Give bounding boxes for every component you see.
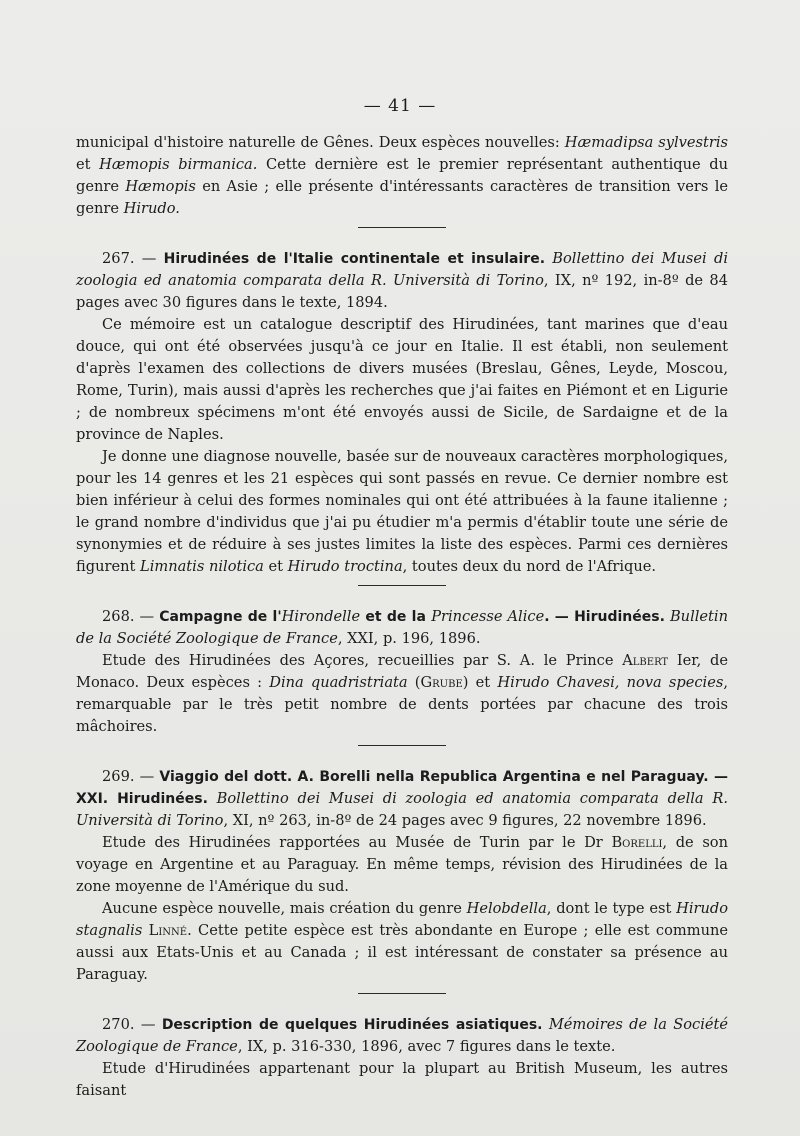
entry-269-p1-b: Borelli (611, 834, 663, 851)
section-divider (358, 227, 446, 228)
entry-270-number: 270. — (102, 1016, 162, 1033)
entry-268-title-2: et de la (360, 609, 432, 625)
entry-270-journal: Mémoires de la Société Zoologique de France (76, 1016, 729, 1055)
entry-269-p2-b: Helobdella (466, 900, 547, 917)
page-number: — 41 — (363, 96, 437, 116)
entry-269-p2-c: , dont le type est (546, 900, 677, 917)
intro-text-2: et (76, 156, 100, 173)
entry-269-citation: , XI, nº 263, in-8º de 24 pages avec 9 figures, 22 novembre 1896. (223, 812, 707, 829)
entry-267-citation: , IX, nº 192, in-8º de 84 pages avec 30 figures dans le texte, 1894. (76, 272, 728, 311)
entry-270-citation: , IX, p. 316-330, 1896, avec 7 figures dans le texte. (237, 1038, 616, 1055)
section-divider (358, 585, 446, 586)
entry-270-title: Description de quelques Hirudinées asiatiques. (161, 1017, 543, 1033)
entry-270-paragraph-1: Etude d'Hirudinées appartenant pour la plupart au British Museum, les autres faisant (76, 1060, 728, 1099)
entry-268-ship-1: Hirondelle (281, 608, 361, 625)
entry-267-species-1: Limnatis nilotica (140, 558, 264, 575)
entry-270-heading (76, 1014, 728, 1058)
intro-genus-1: Hæmopis (125, 178, 196, 195)
entry-268-p1-a: Etude des Hirudinées des Açores, recueillies par S. A. le Prince (102, 652, 623, 669)
entry-269-p2-f: Linné (148, 922, 188, 939)
entry-268-title-1: Campagne de l' (159, 609, 282, 625)
entry-267-p2-text-2: et (263, 558, 288, 575)
intro-text-1: municipal d'histoire naturelle de Gênes. Deux espèces nouvelles: (76, 134, 565, 151)
entry-269-title: Viaggio del dott. A. Borelli nella Republica Argentina e nel Paraguay. — XXI. Hirudinées. (76, 769, 728, 807)
section-divider (358, 993, 446, 994)
entry-268-paragraph-1 (76, 650, 728, 738)
intro-paragraph (76, 132, 728, 220)
entry-268 (76, 606, 728, 738)
entry-269-p2-a: Aucune espèce nouvelle, mais création du genre (102, 900, 467, 917)
entry-267-heading (76, 248, 728, 314)
entry-269-p1-c: , de son voyage en Argentine et au Paraguay. En même temps, révision des Hirudinées de la zone moyenne de l'Amérique du sud. (76, 834, 728, 895)
intro-species-1: Hæmadipsa sylvestris (564, 134, 728, 151)
entry-268-p1-b: Albert (622, 652, 669, 669)
entry-268-p1-d: Dina quadristriata (269, 674, 408, 691)
entry-269-journal: Bollettino dei Musei di zoologia ed anatomia comparata della R. Università di Torino (76, 790, 729, 829)
entry-269-p2-g: . Cette petite espèce est très abondante en Europe ; elle est commune aussi aux Etats-Unis et au Canada ; il est intéressant de constater sa présence au Paraguay. (76, 922, 728, 983)
entry-267-species-2: Hirudo troctina (287, 558, 403, 575)
entry-268-journal: Bulletin de la Société Zoologique de France (76, 608, 728, 647)
entry-268-p1-h: Hirudo Chavesi, nova species (497, 674, 724, 691)
entry-269-paragraph-1 (76, 832, 728, 898)
entry-269-p2-d: Hirudo stagnalis (76, 900, 729, 939)
intro-text-4: en Asie ; elle présente d'intéressants caractères de transition vers le genre (76, 178, 728, 217)
entry-268-citation: , XXI, p. 196, 1896. (337, 630, 481, 647)
page-body (76, 132, 728, 1102)
entry-268-title-3: . — Hirudinées. (544, 609, 665, 625)
entry-267-p2-text-3: , toutes deux du nord de l'Afrique. (402, 558, 657, 575)
intro-text-3: Cette dernière est le premier représentant authentique du genre (76, 156, 729, 195)
entry-269-p1-a: Etude des Hirudinées rapportées au Musée de Turin par le Dr (102, 834, 612, 851)
entry-267-title: Hirudinées de l'Italie continentale et insulaire. (163, 251, 546, 267)
entry-267 (76, 248, 728, 578)
section-divider (358, 745, 446, 746)
entry-268-p1-g: ) et (462, 674, 498, 691)
intro-genus-2: Hirudo. (123, 200, 180, 217)
entry-268-p1-c: Ier, de Monaco. Deux espèces : (76, 652, 728, 691)
entry-268-ship-2: Princesse Alice (431, 608, 545, 625)
entry-269 (76, 766, 728, 986)
entry-268-p1-f: Grube (420, 674, 463, 691)
entry-267-paragraph-2 (76, 446, 728, 578)
entry-268-number: 268. — (102, 608, 160, 625)
entry-269-paragraph-2 (76, 898, 728, 986)
entry-267-number: 267. — (102, 250, 164, 267)
entry-267-journal: Bollettino dei Musei di zoologia ed anatomia comparata della R. Università di Torino (76, 250, 728, 289)
entry-269-heading (76, 766, 728, 832)
entry-269-number: 269. — (102, 768, 160, 785)
entry-270 (76, 1014, 728, 1102)
entry-268-heading (76, 606, 728, 650)
entry-268-p1-e: ( (407, 674, 421, 691)
entry-267-p2-text-1: Je donne une diagnose nouvelle, basée sur de nouveaux caractères morphologiques, pour les 14 genres et les 21 espèces qui sont passés en revue. Ce dernier nombre est bien inférieur à celui des formes nominales qui ont été attribuées à la faune italienne ; le grand nombre d'individus que j'ai pu étudier m'a permis d'établir toute une série de synonymies et de réduire à ses justes limites la liste des espèces. Parmi ces dernières figurent (76, 448, 728, 575)
entry-268-p1-i: , remarquable par le très petit nombre de dents portées par chacune des trois mâchoires. (76, 674, 728, 735)
entry-267-paragraph-1: Ce mémoire est un catalogue descriptif des Hirudinées, tant marines que d'eau douce, qui ont été observées jusqu'à ce jour en Italie. Il est établi, non seulement d'après l'examen des collections de divers musées (Breslau, Gênes, Leyde, Moscou, Rome, Turin), mais aussi d'après les recherches que j'ai faites en Piémont et en Ligurie ; de nombreux spécimens m'ont été envoyés aussi de Sicile, de Sardaigne et de la province de Naples. (76, 316, 728, 443)
intro-species-2: Hæmopis birmanica. (99, 156, 258, 173)
